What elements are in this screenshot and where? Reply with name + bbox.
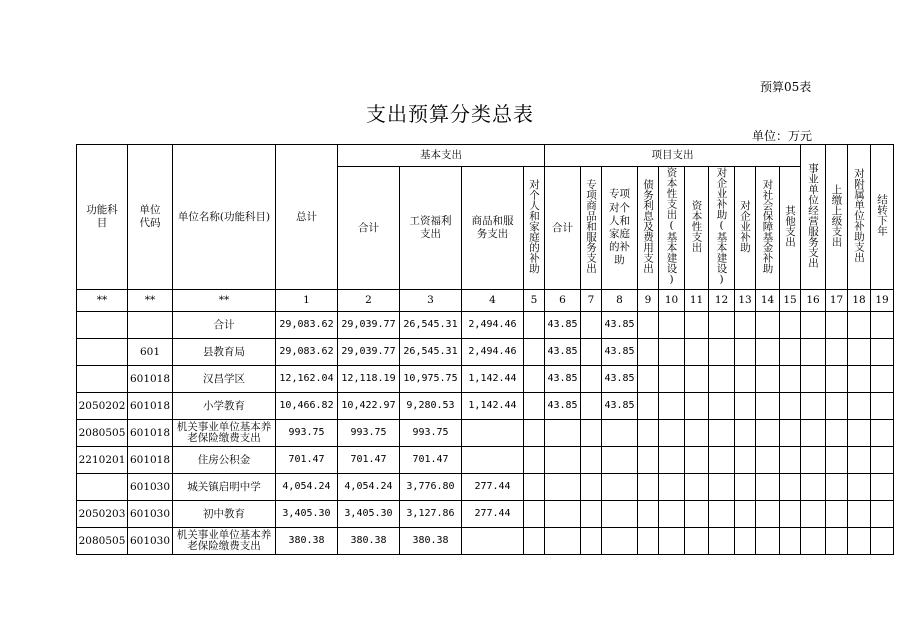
index-cell: 10 bbox=[659, 289, 685, 311]
amount-cell bbox=[848, 527, 871, 554]
amount-cell bbox=[524, 527, 545, 554]
index-cell: 13 bbox=[735, 289, 756, 311]
unit-name-cell: 初中教育 bbox=[173, 500, 276, 527]
amount-cell bbox=[524, 500, 545, 527]
amount-cell bbox=[801, 392, 826, 419]
amount-cell bbox=[545, 500, 581, 527]
header-upper: 上缴上级支出 bbox=[826, 145, 848, 290]
func-code-cell bbox=[77, 311, 128, 338]
func-code-cell bbox=[77, 365, 128, 392]
table-row bbox=[77, 311, 894, 338]
amount-cell bbox=[524, 365, 545, 392]
amount-cell: 12,162.04 bbox=[276, 365, 338, 392]
amount-cell bbox=[545, 473, 581, 500]
amount-cell: 10,466.82 bbox=[276, 392, 338, 419]
amount-cell bbox=[602, 500, 638, 527]
amount-cell bbox=[826, 419, 848, 446]
amount-cell bbox=[602, 446, 638, 473]
amount-cell bbox=[602, 473, 638, 500]
amount-cell: 277.44 bbox=[462, 473, 524, 500]
amount-cell bbox=[545, 419, 581, 446]
header-unit-code: 单位代码 bbox=[128, 145, 173, 290]
amount-cell bbox=[524, 311, 545, 338]
amount-cell: 2,494.46 bbox=[462, 338, 524, 365]
amount-cell bbox=[756, 392, 780, 419]
amount-cell bbox=[685, 419, 709, 446]
amount-cell: 12,118.19 bbox=[338, 365, 400, 392]
amount-cell: 380.38 bbox=[338, 527, 400, 554]
unit-code-cell: 601030 bbox=[128, 473, 173, 500]
amount-cell bbox=[756, 500, 780, 527]
amount-cell bbox=[685, 500, 709, 527]
unit-name-cell: 机关事业单位基本养老保险缴费支出 bbox=[173, 527, 276, 554]
amount-cell bbox=[685, 392, 709, 419]
header-subsidiary: 对附属单位补助支出 bbox=[848, 145, 871, 290]
amount-cell bbox=[735, 419, 756, 446]
amount-cell bbox=[780, 392, 801, 419]
table-row bbox=[77, 419, 894, 446]
index-cell: 14 bbox=[756, 289, 780, 311]
header-goods: 商品和服务支出 bbox=[462, 167, 524, 290]
header-func-code: 功能科目 bbox=[77, 145, 128, 290]
header-row-1 bbox=[77, 145, 894, 167]
amount-cell: 29,039.77 bbox=[338, 338, 400, 365]
amount-cell bbox=[826, 338, 848, 365]
amount-cell bbox=[709, 392, 735, 419]
amount-cell bbox=[581, 473, 602, 500]
amount-cell: 43.85 bbox=[602, 365, 638, 392]
unit-name-cell: 小学教育 bbox=[173, 392, 276, 419]
header-enterprise-build: 对企业补助(基本建设) bbox=[709, 167, 735, 290]
unit-name-cell: 城关镇启明中学 bbox=[173, 473, 276, 500]
amount-cell bbox=[848, 473, 871, 500]
amount-cell bbox=[735, 392, 756, 419]
amount-cell: 26,545.31 bbox=[400, 338, 462, 365]
header-wage: 工资福利支出 bbox=[400, 167, 462, 290]
index-cell: 12 bbox=[709, 289, 735, 311]
index-cell: ** bbox=[128, 289, 173, 311]
header-social: 对社会保障基金补助 bbox=[756, 167, 780, 290]
table-row bbox=[77, 527, 894, 554]
index-cell: 16 bbox=[801, 289, 826, 311]
amount-cell: 29,083.62 bbox=[276, 338, 338, 365]
unit-code-cell: 601030 bbox=[128, 527, 173, 554]
index-cell: 19 bbox=[871, 289, 894, 311]
amount-cell bbox=[685, 527, 709, 554]
amount-cell bbox=[871, 527, 894, 554]
amount-cell: 993.75 bbox=[276, 419, 338, 446]
amount-cell bbox=[545, 527, 581, 554]
func-code-cell: 2050203 bbox=[77, 500, 128, 527]
table-row bbox=[77, 500, 894, 527]
index-cell: 5 bbox=[524, 289, 545, 311]
amount-cell bbox=[709, 527, 735, 554]
index-cell: 17 bbox=[826, 289, 848, 311]
amount-cell bbox=[581, 500, 602, 527]
header-unit-name: 单位名称(功能科目) bbox=[173, 145, 276, 290]
header-business: 事业单位经营服务支出 bbox=[801, 145, 826, 290]
amount-cell bbox=[659, 392, 685, 419]
amount-cell bbox=[801, 365, 826, 392]
table-row bbox=[77, 365, 894, 392]
page-title: 支出预算分类总表 bbox=[366, 102, 534, 126]
amount-cell bbox=[756, 473, 780, 500]
amount-cell bbox=[735, 365, 756, 392]
budget-table bbox=[76, 144, 894, 555]
amount-cell bbox=[659, 338, 685, 365]
index-cell: 6 bbox=[545, 289, 581, 311]
amount-cell: 701.47 bbox=[276, 446, 338, 473]
amount-cell: 277.44 bbox=[462, 500, 524, 527]
amount-cell bbox=[638, 419, 659, 446]
amount-cell bbox=[709, 338, 735, 365]
amount-cell: 29,039.77 bbox=[338, 311, 400, 338]
amount-cell bbox=[638, 446, 659, 473]
index-cell: 1 bbox=[276, 289, 338, 311]
amount-cell bbox=[659, 500, 685, 527]
amount-cell: 3,405.30 bbox=[338, 500, 400, 527]
header-capital: 资本性支出 bbox=[685, 167, 709, 290]
amount-cell bbox=[826, 500, 848, 527]
index-cell: 3 bbox=[400, 289, 462, 311]
amount-cell bbox=[826, 446, 848, 473]
amount-cell bbox=[756, 527, 780, 554]
index-cell: 15 bbox=[780, 289, 801, 311]
amount-cell: 2,494.46 bbox=[462, 311, 524, 338]
unit-code-cell bbox=[128, 311, 173, 338]
amount-cell bbox=[735, 311, 756, 338]
amount-cell bbox=[801, 311, 826, 338]
header-debt: 债务利息及费用支出 bbox=[638, 167, 659, 290]
amount-cell: 1,142.44 bbox=[462, 365, 524, 392]
amount-cell: 43.85 bbox=[545, 365, 581, 392]
amount-cell: 3,127.86 bbox=[400, 500, 462, 527]
amount-cell bbox=[685, 473, 709, 500]
amount-cell bbox=[801, 473, 826, 500]
amount-cell bbox=[581, 311, 602, 338]
amount-cell bbox=[659, 527, 685, 554]
amount-cell bbox=[756, 365, 780, 392]
amount-cell bbox=[638, 365, 659, 392]
amount-cell bbox=[638, 500, 659, 527]
func-code-cell bbox=[77, 338, 128, 365]
unit-label: 单位：万元 bbox=[752, 129, 813, 143]
amount-cell bbox=[780, 419, 801, 446]
unit-code-cell: 601018 bbox=[128, 392, 173, 419]
amount-cell bbox=[780, 527, 801, 554]
amount-cell bbox=[871, 446, 894, 473]
func-code-cell: 2210201 bbox=[77, 446, 128, 473]
amount-cell bbox=[780, 473, 801, 500]
amount-cell bbox=[801, 500, 826, 527]
amount-cell bbox=[524, 338, 545, 365]
amount-cell bbox=[602, 527, 638, 554]
amount-cell bbox=[659, 365, 685, 392]
amount-cell bbox=[826, 365, 848, 392]
amount-cell bbox=[709, 446, 735, 473]
amount-cell bbox=[848, 446, 871, 473]
index-row bbox=[77, 289, 894, 311]
amount-cell bbox=[756, 311, 780, 338]
amount-cell bbox=[780, 500, 801, 527]
unit-name-cell: 汉昌学区 bbox=[173, 365, 276, 392]
amount-cell bbox=[848, 392, 871, 419]
amount-cell bbox=[709, 473, 735, 500]
amount-cell: 380.38 bbox=[400, 527, 462, 554]
index-cell: 11 bbox=[685, 289, 709, 311]
amount-cell bbox=[638, 392, 659, 419]
amount-cell bbox=[638, 527, 659, 554]
amount-cell bbox=[871, 500, 894, 527]
amount-cell: 993.75 bbox=[400, 419, 462, 446]
amount-cell bbox=[545, 446, 581, 473]
amount-cell bbox=[685, 365, 709, 392]
index-cell: ** bbox=[173, 289, 276, 311]
header-project: 项目支出 bbox=[545, 145, 801, 167]
amount-cell bbox=[801, 527, 826, 554]
amount-cell bbox=[602, 419, 638, 446]
amount-cell bbox=[756, 446, 780, 473]
amount-cell bbox=[524, 446, 545, 473]
amount-cell: 29,083.62 bbox=[276, 311, 338, 338]
header-basic: 基本支出 bbox=[338, 145, 545, 167]
amount-cell bbox=[780, 338, 801, 365]
amount-cell: 380.38 bbox=[276, 527, 338, 554]
amount-cell bbox=[735, 527, 756, 554]
table-row bbox=[77, 392, 894, 419]
amount-cell: 43.85 bbox=[602, 311, 638, 338]
func-code-cell: 2080505 bbox=[77, 527, 128, 554]
amount-cell bbox=[871, 419, 894, 446]
unit-name-cell: 县教育局 bbox=[173, 338, 276, 365]
header-capital-build: 资本性支出(基本建设) bbox=[659, 167, 685, 290]
amount-cell: 3,776.80 bbox=[400, 473, 462, 500]
amount-cell: 4,054.24 bbox=[338, 473, 400, 500]
amount-cell bbox=[638, 311, 659, 338]
amount-cell: 1,142.44 bbox=[462, 392, 524, 419]
index-cell: 7 bbox=[581, 289, 602, 311]
form-number: 预算05表 bbox=[760, 80, 812, 94]
amount-cell bbox=[524, 473, 545, 500]
func-code-cell bbox=[77, 473, 128, 500]
amount-cell bbox=[826, 527, 848, 554]
unit-name-cell: 合计 bbox=[173, 311, 276, 338]
amount-cell bbox=[581, 338, 602, 365]
unit-name-cell: 住房公积金 bbox=[173, 446, 276, 473]
table-row bbox=[77, 338, 894, 365]
amount-cell bbox=[735, 500, 756, 527]
unit-code-cell: 601030 bbox=[128, 500, 173, 527]
amount-cell bbox=[685, 311, 709, 338]
amount-cell bbox=[848, 338, 871, 365]
amount-cell bbox=[638, 473, 659, 500]
amount-cell: 43.85 bbox=[545, 392, 581, 419]
index-cell: ** bbox=[77, 289, 128, 311]
table-row bbox=[77, 473, 894, 500]
amount-cell: 43.85 bbox=[545, 311, 581, 338]
amount-cell bbox=[826, 473, 848, 500]
amount-cell bbox=[709, 365, 735, 392]
amount-cell: 43.85 bbox=[602, 338, 638, 365]
amount-cell bbox=[756, 419, 780, 446]
amount-cell bbox=[709, 500, 735, 527]
amount-cell: 701.47 bbox=[400, 446, 462, 473]
unit-code-cell: 601 bbox=[128, 338, 173, 365]
amount-cell bbox=[581, 527, 602, 554]
header-carryover: 结转下年 bbox=[871, 145, 894, 290]
amount-cell bbox=[659, 311, 685, 338]
header-enterprise: 对企业补助 bbox=[735, 167, 756, 290]
index-cell: 18 bbox=[848, 289, 871, 311]
header-proj-sum: 合计 bbox=[545, 167, 581, 290]
index-cell: 8 bbox=[602, 289, 638, 311]
func-code-cell: 2080505 bbox=[77, 419, 128, 446]
amount-cell bbox=[780, 446, 801, 473]
header-personal: 对个人和家庭的补助 bbox=[524, 167, 545, 290]
amount-cell bbox=[848, 311, 871, 338]
amount-cell bbox=[801, 338, 826, 365]
amount-cell bbox=[581, 392, 602, 419]
amount-cell bbox=[709, 419, 735, 446]
table-row bbox=[77, 446, 894, 473]
amount-cell bbox=[524, 392, 545, 419]
amount-cell bbox=[462, 419, 524, 446]
amount-cell: 26,545.31 bbox=[400, 311, 462, 338]
amount-cell bbox=[801, 446, 826, 473]
amount-cell: 4,054.24 bbox=[276, 473, 338, 500]
header-basic-sum: 合计 bbox=[338, 167, 400, 290]
unit-code-cell: 601018 bbox=[128, 419, 173, 446]
index-cell: 9 bbox=[638, 289, 659, 311]
index-cell: 4 bbox=[462, 289, 524, 311]
unit-name-cell: 机关事业单位基本养老保险缴费支出 bbox=[173, 419, 276, 446]
amount-cell bbox=[735, 473, 756, 500]
amount-cell bbox=[735, 338, 756, 365]
header-other: 其他支出 bbox=[780, 167, 801, 290]
amount-cell bbox=[871, 338, 894, 365]
amount-cell bbox=[801, 419, 826, 446]
amount-cell bbox=[735, 446, 756, 473]
amount-cell: 9,280.53 bbox=[400, 392, 462, 419]
amount-cell: 43.85 bbox=[602, 392, 638, 419]
amount-cell bbox=[780, 365, 801, 392]
unit-code-cell: 601018 bbox=[128, 365, 173, 392]
amount-cell bbox=[871, 365, 894, 392]
amount-cell bbox=[462, 446, 524, 473]
header-total: 总计 bbox=[276, 145, 338, 290]
amount-cell bbox=[826, 392, 848, 419]
amount-cell bbox=[848, 365, 871, 392]
unit-code-cell: 601018 bbox=[128, 446, 173, 473]
amount-cell bbox=[659, 473, 685, 500]
amount-cell bbox=[848, 419, 871, 446]
header-proj-personal: 专项对个人和家庭的补助 bbox=[602, 167, 638, 290]
amount-cell bbox=[581, 365, 602, 392]
amount-cell: 43.85 bbox=[545, 338, 581, 365]
amount-cell bbox=[685, 338, 709, 365]
amount-cell bbox=[709, 311, 735, 338]
func-code-cell: 2050202 bbox=[77, 392, 128, 419]
amount-cell: 701.47 bbox=[338, 446, 400, 473]
amount-cell bbox=[848, 500, 871, 527]
amount-cell: 3,405.30 bbox=[276, 500, 338, 527]
amount-cell bbox=[638, 338, 659, 365]
amount-cell: 10,422.97 bbox=[338, 392, 400, 419]
amount-cell bbox=[462, 527, 524, 554]
amount-cell: 993.75 bbox=[338, 419, 400, 446]
amount-cell bbox=[581, 419, 602, 446]
amount-cell bbox=[871, 311, 894, 338]
amount-cell: 10,975.75 bbox=[400, 365, 462, 392]
amount-cell bbox=[780, 311, 801, 338]
index-cell: 2 bbox=[338, 289, 400, 311]
amount-cell bbox=[871, 473, 894, 500]
amount-cell bbox=[871, 392, 894, 419]
header-proj-goods: 专项商品和服务支出 bbox=[581, 167, 602, 290]
amount-cell bbox=[581, 446, 602, 473]
amount-cell bbox=[826, 311, 848, 338]
amount-cell bbox=[524, 419, 545, 446]
amount-cell bbox=[659, 446, 685, 473]
amount-cell bbox=[756, 338, 780, 365]
amount-cell bbox=[659, 419, 685, 446]
amount-cell bbox=[685, 446, 709, 473]
